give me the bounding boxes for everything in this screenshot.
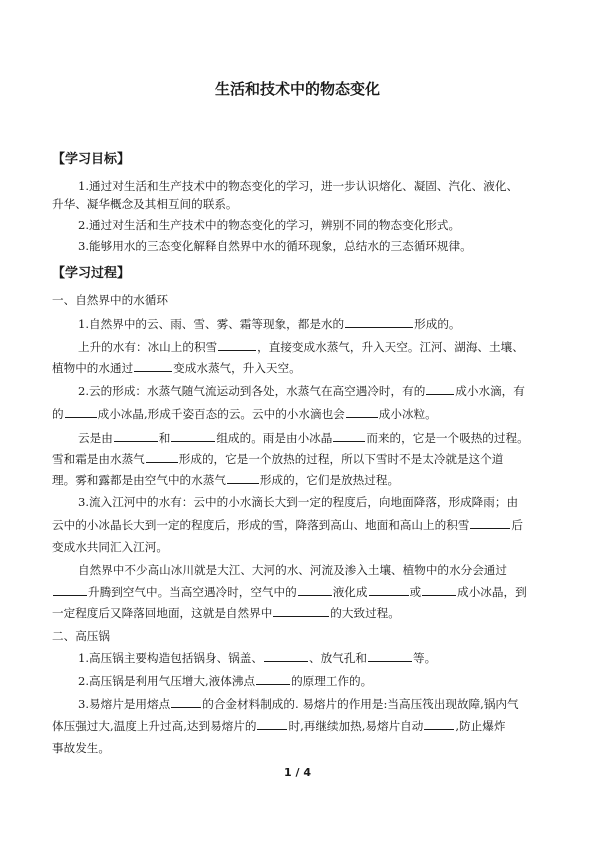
text-span: ,防止爆炸 <box>455 719 506 733</box>
text-span: 形成的，它们是放热过程。 <box>259 473 400 487</box>
paragraph-line <box>78 673 372 689</box>
text-span: 雪和霜是由水蒸气 <box>52 452 145 466</box>
fill-blank[interactable] <box>171 430 215 442</box>
fill-blank[interactable] <box>422 584 456 596</box>
text-span: 3.易熔片是用熔点 <box>78 697 171 711</box>
text-span: 等。 <box>412 651 437 665</box>
paragraph-line <box>52 517 523 533</box>
fill-blank[interactable] <box>227 472 259 484</box>
paragraph-line <box>52 451 503 467</box>
text-span: 2.云的形成：水蒸气随气流运动到各处，水蒸气在高空遇冷时，有的 <box>78 384 426 398</box>
paragraph-line <box>78 383 525 399</box>
text-span: 、放气孔和 <box>308 651 367 665</box>
paragraph-line <box>52 605 400 621</box>
paragraph-line: 3.流入江河中的水有：云中的小水滴长大到一定的程度后，向地面降落，形成降雨；由 <box>78 495 519 509</box>
text-span: 时,再继续加热,易熔片自动 <box>288 719 424 733</box>
fill-blank[interactable] <box>346 406 378 418</box>
fill-blank[interactable] <box>257 718 287 730</box>
fill-blank[interactable] <box>424 718 454 730</box>
paragraph-line <box>78 650 436 666</box>
fill-blank[interactable] <box>218 339 256 351</box>
text-span: 云中的小冰晶长大到一定的程度后，形成的雪，降落到高山、地面和高山上的积雪 <box>52 518 470 532</box>
paragraph-line <box>52 584 527 600</box>
text-span: 变成水蒸气，升入天空。 <box>173 361 301 375</box>
text-span: 成小水滴，有 <box>455 384 525 398</box>
page-number: 1 / 4 <box>284 766 311 779</box>
goal-3: 3.能够用水的三态变化解释自然界中水的循环现象，总结水的三态循环规律。 <box>78 239 472 253</box>
fill-blank[interactable] <box>146 451 178 463</box>
text-span: 的原理工作的。 <box>291 674 373 688</box>
fill-blank[interactable] <box>53 584 87 596</box>
fill-blank[interactable] <box>134 360 172 372</box>
fill-blank[interactable] <box>264 650 308 662</box>
page-title: 生活和技术中的物态变化 <box>214 80 380 98</box>
paragraph-line <box>78 316 461 332</box>
text-span: 升腾到空气中。当高空遇冷时，空气中的 <box>88 585 297 599</box>
fill-blank[interactable] <box>426 383 454 395</box>
paragraph-line <box>78 696 519 712</box>
goal-1-line-2: 升华、凝华概念及其相互间的联系。 <box>52 197 238 211</box>
paragraph-line: 自然界中不少高山冰川就是大江、大河的水、河流及渗入土壤、植物中的水分会通过 <box>78 563 507 577</box>
fill-blank[interactable] <box>333 430 365 442</box>
text-span: 或 <box>409 585 422 599</box>
text-span: 2.高压锅是利用气压增大,液体沸点 <box>78 674 256 688</box>
paragraph-line: 事故发生。 <box>52 741 110 755</box>
text-span: 组成的。雨是由小冰晶 <box>216 431 333 445</box>
fill-blank[interactable] <box>298 584 332 596</box>
fill-blank[interactable] <box>368 650 412 662</box>
fill-blank[interactable] <box>470 517 510 529</box>
fill-blank[interactable] <box>345 316 413 328</box>
text-span: 成小冰晶，到 <box>457 585 527 599</box>
text-span: 形成的。 <box>414 317 461 331</box>
paragraph-line <box>78 339 524 355</box>
text-span: 上升的水有：冰山上的积雪 <box>78 340 218 354</box>
paragraph-line <box>78 430 529 446</box>
section-heading-pressure-cooker: 二、高压锅 <box>52 629 110 643</box>
text-span: 的大致过程。 <box>330 606 400 620</box>
process-heading: 【学习过程】 <box>52 266 131 281</box>
text-span: 成小冰粒。 <box>378 407 437 421</box>
paragraph-line <box>52 472 399 488</box>
paragraph-line <box>52 406 437 422</box>
goal-1-line-1: 1.通过对生活和生产技术中的物态变化的学习，进一步认识熔化、凝固、汽化、液化、 <box>78 179 519 193</box>
text-span: 体压强过大,温度上升过高,达到易熔片的 <box>52 719 257 733</box>
text-span: 成小冰晶,形成千姿百态的云。云中的小水滴也会 <box>97 407 345 421</box>
paragraph-line: 变成水共同汇入江河。 <box>52 540 168 554</box>
text-span: 1.高压锅主要构造包括锅身、锅盖、 <box>78 651 263 665</box>
text-span: 理。雾和露都是由空气中的水蒸气 <box>52 473 226 487</box>
paragraph-line <box>52 360 301 376</box>
text-span: 液化成 <box>332 585 368 599</box>
goal-2: 2.通过对生活和生产技术中的物态变化的学习，辨别不同的物态变化形式。 <box>78 218 461 232</box>
section-heading-water-cycle: 一、自然界中的水循环 <box>52 293 168 307</box>
text-span: 而来的，它是一个吸热的过程。 <box>366 431 529 445</box>
fill-blank[interactable] <box>171 696 201 708</box>
fill-blank[interactable] <box>114 430 158 442</box>
fill-blank[interactable] <box>256 673 290 685</box>
text-span: 后 <box>511 518 523 532</box>
text-span: 1.自然界中的云、雨、雪、雾、霜等现象，都是水的 <box>78 317 345 331</box>
paragraph-line <box>52 718 505 734</box>
text-span: 的合金材料制成的. 易熔片的作用是:当高压筏出现故障,锅内气 <box>202 697 519 711</box>
fill-blank[interactable] <box>65 406 97 418</box>
goals-heading: 【学习目标】 <box>52 152 131 167</box>
text-span: ，直接变成水蒸气，升入天空。江河、湖海、土壤、 <box>257 340 524 354</box>
fill-blank[interactable] <box>369 584 409 596</box>
text-span: 形成的，它是一个放热的过程，所以下雪时不是太冷就是这个道 <box>178 452 504 466</box>
text-span: 植物中的水通过 <box>52 361 134 375</box>
text-span: 的 <box>52 407 64 421</box>
fill-blank[interactable] <box>273 605 329 617</box>
text-span: 云是由 <box>78 431 113 445</box>
text-span: 一定程度后又降落回地面，这就是自然界中 <box>52 606 273 620</box>
text-span: 和 <box>158 431 171 445</box>
